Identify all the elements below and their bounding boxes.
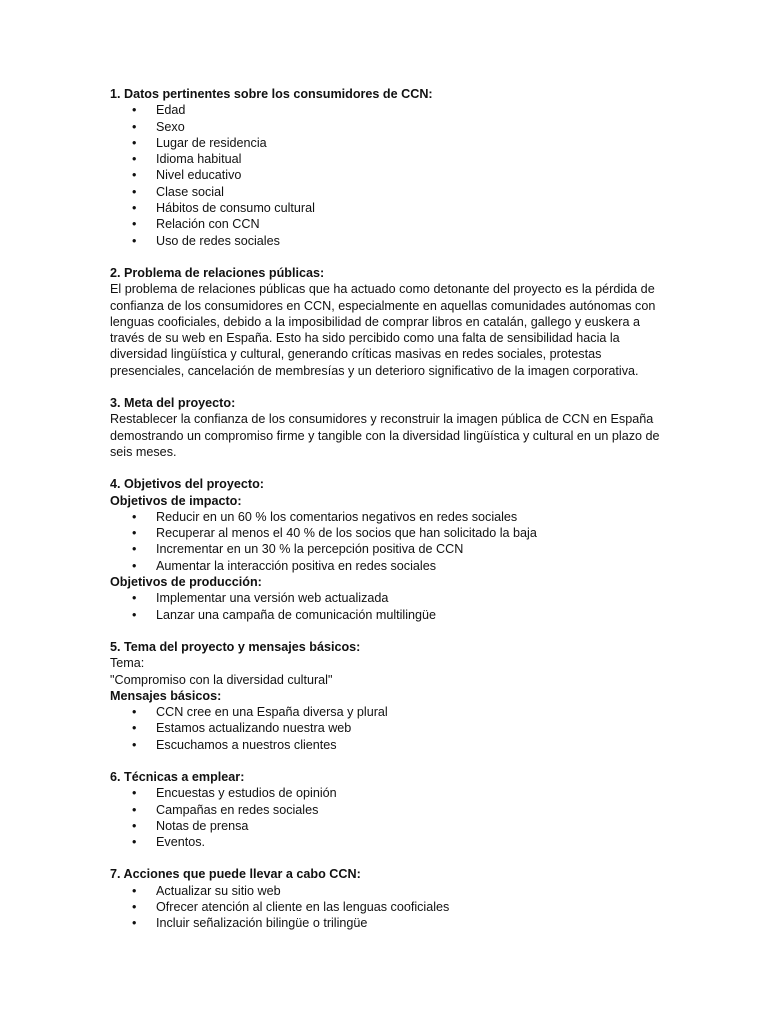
section-heading: 1. Datos pertinentes sobre los consumidores de CCN: (110, 87, 433, 101)
list-item: • Ofrecer atención al cliente en las lenguas cooficiales (110, 899, 670, 915)
section-project-objectives (110, 476, 670, 623)
list-item: • Clase social (110, 184, 670, 200)
section-heading: 4. Objetivos del proyecto: (110, 477, 264, 492)
list-item: • Aumentar la interacción positiva en redes sociales (110, 558, 670, 574)
list-item: • Escuchamos a nuestros clientes (110, 737, 670, 753)
list-item: • Lanzar una campaña de comunicación multilingüe (110, 607, 670, 623)
list-item: • Incluir señalización bilingüe o trilingüe (110, 915, 670, 931)
section-paragraph: Restablecer la confianza de los consumidores y reconstruir la imagen pública de CCN en España demostrando un compromiso firme y tangible con la diversidad lingüística y cultural en un plazo de seis meses. (110, 412, 660, 459)
theme-label: Tema: (110, 656, 145, 671)
messages-list (110, 704, 670, 753)
section-techniques (110, 769, 670, 850)
actions-list (110, 883, 670, 932)
section-pr-problem (110, 265, 670, 379)
list-item: • Recuperar al menos el 40 % de los socios que han solicitado la baja (110, 525, 670, 541)
list-item: • Idioma habitual (110, 151, 670, 167)
list-item: • Hábitos de consumo cultural (110, 200, 670, 216)
list-item: • Reducir en un 60 % los comentarios negativos en redes sociales (110, 509, 670, 525)
section-project-goal (110, 395, 670, 460)
messages-label: Mensajes básicos: (110, 688, 222, 703)
section-consumer-data (110, 86, 670, 249)
section-actions (110, 866, 670, 931)
consumer-data-list (110, 102, 670, 249)
list-item: • Encuestas y estudios de opinión (110, 785, 670, 801)
section-heading: 5. Tema del proyecto y mensajes básicos: (110, 639, 361, 654)
section-theme-messages (110, 639, 670, 753)
list-item: • Relación con CCN (110, 216, 670, 232)
list-item: • Sexo (110, 119, 670, 135)
list-item: • Notas de prensa (110, 818, 670, 834)
impact-objectives-list (110, 509, 670, 574)
document-page (110, 86, 670, 948)
theme-value: "Compromiso con la diversidad cultural" (110, 672, 333, 687)
production-objectives-label: Objetivos de producción: (110, 575, 262, 590)
list-item: • Estamos actualizando nuestra web (110, 720, 670, 736)
list-item: • Eventos. (110, 834, 670, 850)
section-heading: 6. Técnicas a emplear: (110, 769, 245, 784)
list-item: • Campañas en redes sociales (110, 802, 670, 818)
list-item: • Uso de redes sociales (110, 233, 670, 249)
list-item: • CCN cree en una España diversa y plural (110, 704, 670, 720)
impact-objectives-label: Objetivos de impacto: (110, 493, 242, 508)
section-heading: 7. Acciones que puede llevar a cabo CCN: (110, 867, 361, 882)
list-item: • Edad (110, 102, 670, 118)
production-objectives-list (110, 590, 670, 623)
section-heading: 2. Problema de relaciones públicas: (110, 265, 325, 280)
list-item: • Actualizar su sitio web (110, 883, 670, 899)
techniques-list (110, 785, 670, 850)
list-item: • Lugar de residencia (110, 135, 670, 151)
section-paragraph: El problema de relaciones públicas que ha actuado como detonante del proyecto es la pérdida de confianza de los consumidores en CCN, especialmente en aquellas comunidades autónomas con lenguas cooficiales, debido a la imposibilidad de comprar libros en catalán, gallego y euskera a través de su web en España. Esto ha sido percibido como una falta de sensibilidad hacia la diversidad lingüística y cultural, generando críticas masivas en redes sociales, protestas presenciales, cancelación de membresías y un deterioro significativo de la imagen corporativa. (110, 282, 656, 378)
list-item: • Incrementar en un 30 % la percepción positiva de CCN (110, 541, 670, 557)
list-item: • Implementar una versión web actualizada (110, 590, 670, 606)
section-heading: 3. Meta del proyecto: (110, 396, 236, 411)
list-item: • Nivel educativo (110, 167, 670, 183)
